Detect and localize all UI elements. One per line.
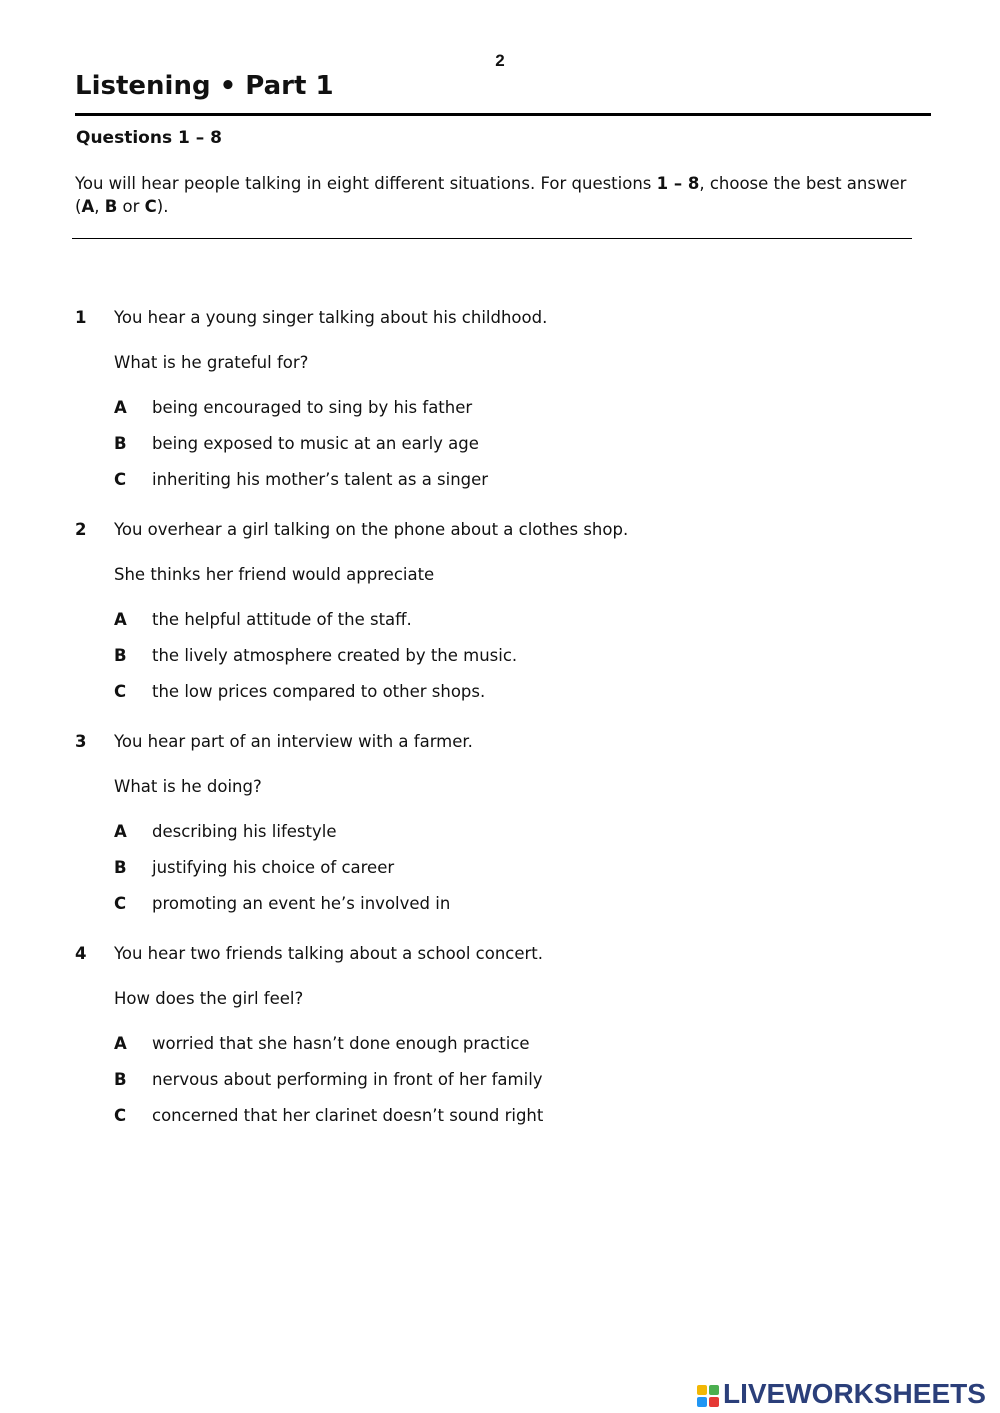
- option-text: describing his lifestyle: [152, 822, 337, 841]
- instructions-text-2: , choose the best answer (: [75, 174, 907, 216]
- option-letter: C: [114, 1106, 127, 1125]
- instructions: [75, 172, 935, 218]
- answer-option-a[interactable]: [0, 610, 1000, 634]
- option-letter: A: [114, 610, 127, 629]
- question-list: [0, 308, 1000, 1156]
- option-text: nervous about performing in front of her family: [152, 1070, 543, 1089]
- title-divider: [75, 113, 931, 116]
- liveworksheets-logo-icon: [697, 1385, 719, 1407]
- option-text: worried that she hasn’t done enough practice: [152, 1034, 530, 1053]
- answer-option-a[interactable]: [0, 398, 1000, 422]
- answer-option-a[interactable]: [0, 822, 1000, 846]
- question-context: You overhear a girl talking on the phone about a clothes shop.: [114, 520, 629, 539]
- answer-option-c[interactable]: [0, 1106, 1000, 1130]
- instructions-option-b: B: [104, 197, 118, 216]
- option-letter: B: [114, 646, 127, 665]
- answer-option-c[interactable]: [0, 470, 1000, 494]
- question-2: [0, 520, 1000, 732]
- question-number: 1: [75, 308, 87, 327]
- option-text: the helpful attitude of the staff.: [152, 610, 412, 629]
- option-letter: A: [114, 398, 127, 417]
- option-text: being encouraged to sing by his father: [152, 398, 473, 417]
- option-text: being exposed to music at an early age: [152, 434, 479, 453]
- instructions-divider: [72, 238, 912, 239]
- answer-option-c[interactable]: [0, 894, 1000, 918]
- question-number: 4: [75, 944, 87, 963]
- question-prompt: How does the girl feel?: [114, 989, 304, 1008]
- option-letter: A: [114, 1034, 127, 1053]
- instructions-text-1: You will hear people talking in eight different situations. For questions: [75, 174, 657, 193]
- instructions-sep-2: or: [117, 197, 145, 216]
- option-letter: C: [114, 470, 127, 489]
- logo-tile: [697, 1397, 707, 1407]
- option-letter: C: [114, 682, 127, 701]
- question-3: [0, 732, 1000, 944]
- option-text: promoting an event he’s involved in: [152, 894, 451, 913]
- question-1: [0, 308, 1000, 520]
- questions-range: Questions 1 – 8: [76, 128, 222, 148]
- answer-option-c[interactable]: [0, 682, 1000, 706]
- logo-tile: [709, 1385, 719, 1395]
- answer-option-b[interactable]: [0, 1070, 1000, 1094]
- option-letter: B: [114, 858, 127, 877]
- question-prompt: What is he doing?: [114, 777, 262, 796]
- question-context: You hear part of an interview with a farmer.: [114, 732, 473, 751]
- answer-option-a[interactable]: [0, 1034, 1000, 1058]
- option-text: the lively atmosphere created by the music.: [152, 646, 518, 665]
- logo-tile: [697, 1385, 707, 1395]
- option-letter: B: [114, 434, 127, 453]
- option-letter: B: [114, 1070, 127, 1089]
- question-prompt: What is he grateful for?: [114, 353, 309, 372]
- liveworksheets-watermark: [697, 1378, 986, 1410]
- question-4: [0, 944, 1000, 1156]
- answer-option-b[interactable]: [0, 646, 1000, 670]
- instructions-sep-1: ,: [94, 197, 105, 216]
- page-number: 2: [495, 51, 505, 70]
- instructions-end: ).: [156, 197, 169, 216]
- option-text: the low prices compared to other shops.: [152, 682, 486, 701]
- instructions-range: 1 – 8: [656, 174, 700, 193]
- logo-tile: [709, 1397, 719, 1407]
- option-letter: C: [114, 894, 127, 913]
- instructions-option-c: C: [144, 197, 157, 216]
- option-text: inheriting his mother’s talent as a singer: [152, 470, 489, 489]
- option-letter: A: [114, 822, 127, 841]
- page-title: Listening • Part 1: [75, 71, 334, 101]
- question-context: You hear a young singer talking about his childhood.: [114, 308, 548, 327]
- question-number: 3: [75, 732, 87, 751]
- question-context: You hear two friends talking about a school concert.: [114, 944, 544, 963]
- instructions-option-a: A: [81, 197, 95, 216]
- question-prompt: She thinks her friend would appreciate: [114, 565, 435, 584]
- option-text: concerned that her clarinet doesn’t sound right: [152, 1106, 544, 1125]
- question-number: 2: [75, 520, 87, 539]
- answer-option-b[interactable]: [0, 434, 1000, 458]
- watermark-text: LIVEWORKSHEETS: [723, 1378, 986, 1409]
- option-text: justifying his choice of career: [152, 858, 395, 877]
- answer-option-b[interactable]: [0, 858, 1000, 882]
